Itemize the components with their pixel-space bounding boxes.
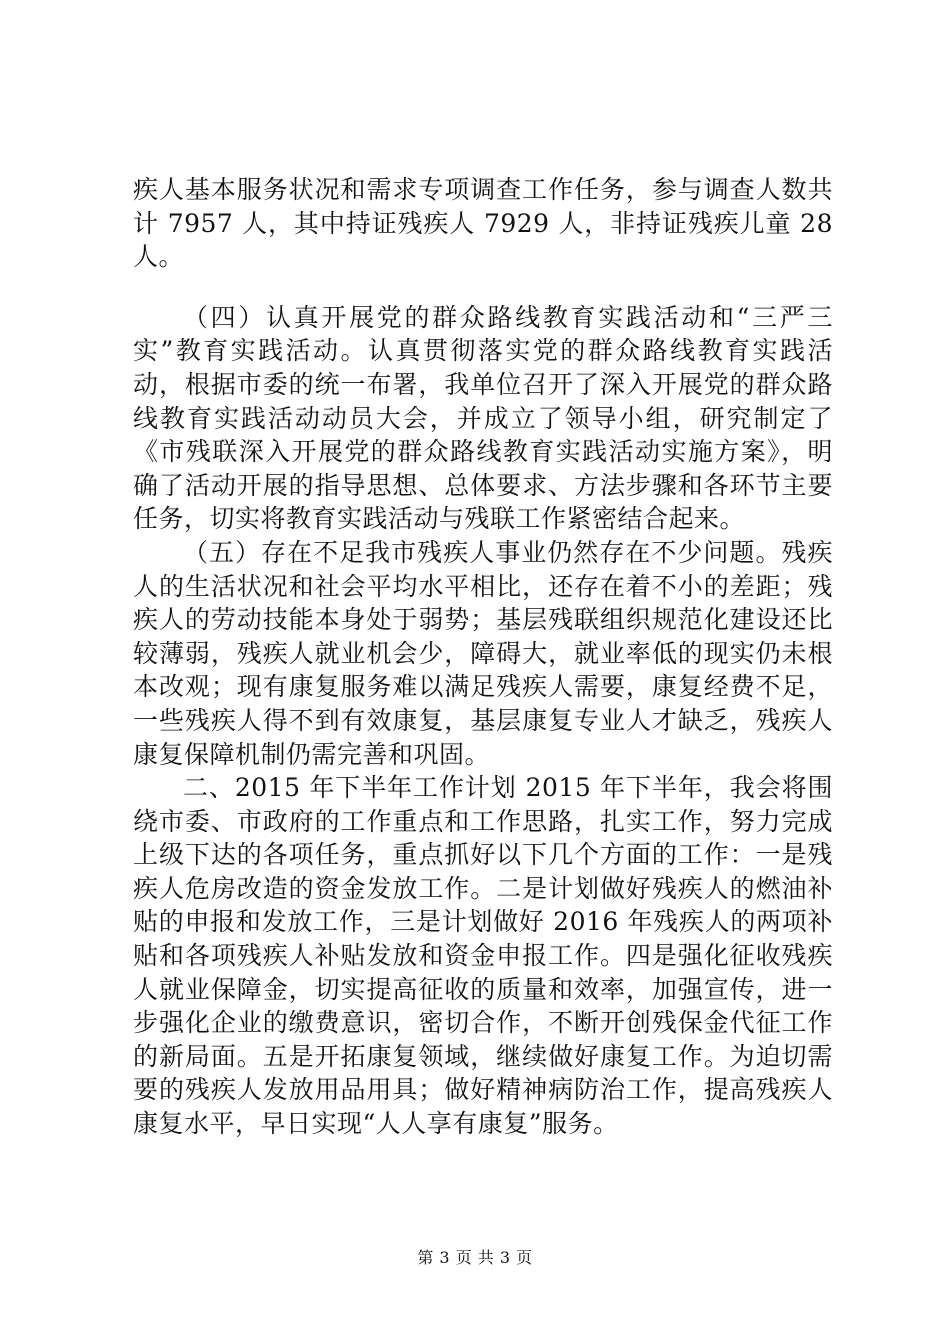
paragraph-work-plan: 二、2015 年下半年工作计划 2015 年下半年，我会将围绕市委、市政府的工作重点和工作思路，扎实工作，努力完成上级下达的各项任务，重点抓好以下几个方面的工作：一是残疾人危房改造的资金发放工作。二是计划做好残疾人的燃油补贴的申报和发放工作，三是计划做好 2016 年残疾人的两项补贴和各项残疾人补贴发放和资金申报工作。四是强化征收残疾人就业保障金，切实提高征收的质量和效率，加强宣传，进一步强化企业的缴费意识，密切合作，不断开创残保金代征工作的新局面。五是开拓康复领域，继续做好康复工作。为迫切需要的残疾人发放用品用具；做好精神病防治工作，提高残疾人康复水平，早日实现“人人享有康复”服务。: [133, 773, 833, 1139]
paragraph-continuation: 疾人基本服务状况和需求专项调查工作任务，参与调查人数共计 7957 人，其中持证残疾人 7929 人，非持证残疾儿童 28 人。: [133, 175, 833, 272]
page-footer: 第 3 页 共 3 页: [417, 1248, 533, 1267]
paragraph-section-5: （五）存在不足我市残疾人事业仍然存在不少问题。残疾人的生活状况和社会平均水平相比，还存在着不小的差距；残疾人的劳动技能本身处于弱势；基层残联组织规范化建设还比较薄弱，残疾人就业机会少，障碍大，就业率低的现实仍未根本改观；现有康复服务难以满足残疾人需要，康复经费不足，一些残疾人得不到有效康复，基层康复专业人才缺乏，残疾人康复保障机制仍需完善和巩固。: [133, 537, 833, 769]
paragraph-section-4: （四）认真开展党的群众路线教育实践活动和“三严三实”教育实践活动。认真贯彻落实党的群众路线教育实践活动，根据市委的统一布署，我单位召开了深入开展党的群众路线教育实践活动动员大会，并成立了领导小组，研究制定了《市残联深入开展党的群众路线教育实践活动实施方案》，明确了活动开展的指导思想、总体要求、方法步骤和各环节主要任务，切实将教育实践活动与残联工作紧密结合起来。: [133, 302, 833, 534]
document-body: [133, 173, 833, 1141]
